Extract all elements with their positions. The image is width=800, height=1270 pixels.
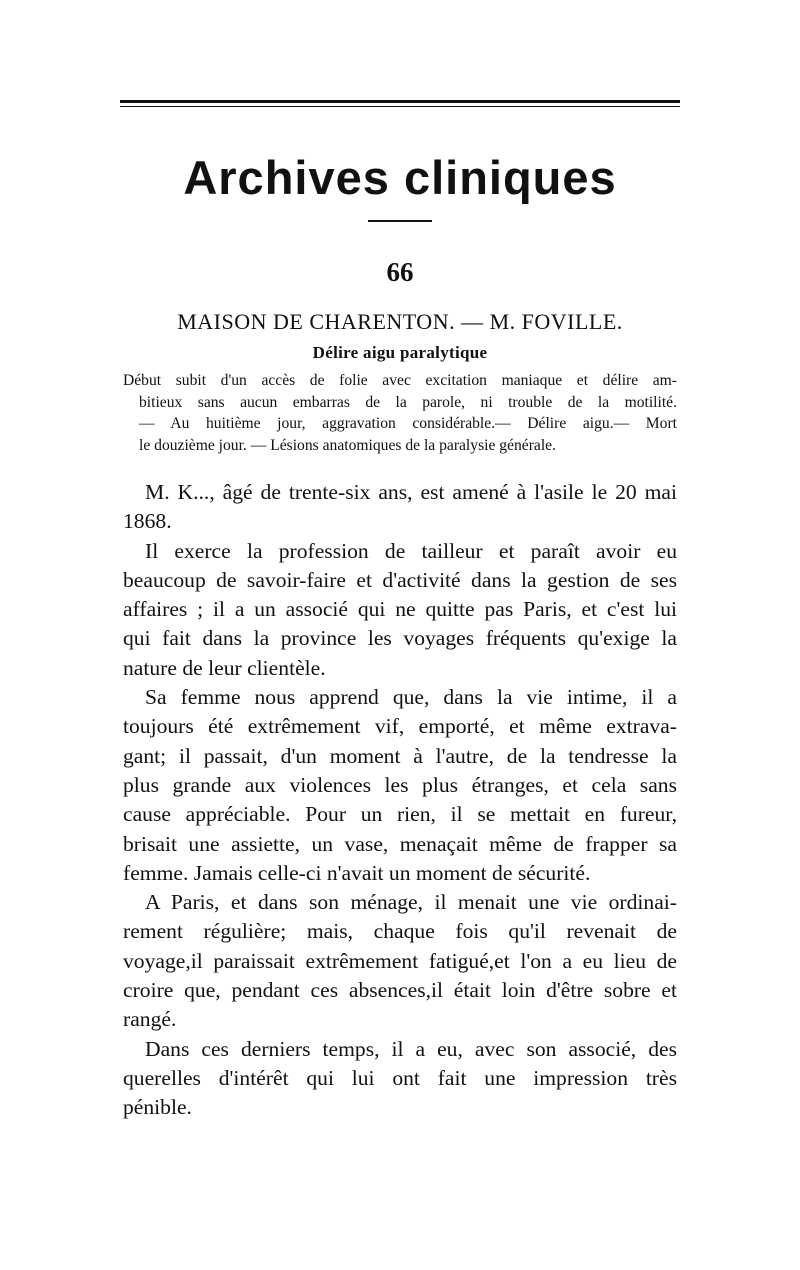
institution-heading: MAISON DE CHARENTON. — M. FOVILLE. — [177, 309, 623, 334]
summary-line: le douzième jour. — Lésions anatomiques de la paralysie générale. — [139, 436, 556, 454]
body-line: voyage,il paraissait extrêmement fatigué,et l'on a eu lieu de — [123, 948, 677, 973]
body-line: affaires ; il a un associé qui ne quitte pas Paris, et c'est lui — [123, 597, 677, 622]
body-line: plus grande aux violences les plus étranges, et cela sans — [123, 772, 677, 797]
body-line: Sa femme nous apprend que, dans la vie intime, il a — [145, 685, 677, 710]
header-rule-thin — [120, 106, 680, 107]
body-line: qui fait dans la province les voyages fréquents qu'exige la — [123, 626, 677, 651]
case-summary — [123, 370, 677, 456]
body-line: rangé. — [123, 1007, 177, 1032]
body-line: toujours été extrêmement vif, emporté, et même extrava- — [123, 714, 677, 739]
body-line: cause appréciable. Pour un rien, il se mettait en fureur, — [123, 802, 677, 827]
body-line: femme. Jamais celle-ci n'avait un moment de sécurité. — [123, 860, 591, 885]
body-line: querelles d'intérêt qui lui ont fait une impression très — [123, 1065, 677, 1090]
body-line: 1868. — [123, 509, 172, 534]
body-line: brisait une assiette, un vase, menaçait même de frapper sa — [123, 831, 677, 856]
case-body — [123, 478, 677, 1123]
body-line: croire que, pendant ces absences,il était loin d'être sobre et — [123, 978, 677, 1003]
summary-line: bitieux sans aucun embarras de la parole, ni trouble de la motilité. — [139, 393, 677, 411]
title-divider — [368, 220, 432, 222]
case-title: Délire aigu paralytique — [312, 343, 488, 362]
body-line: gant; il passait, d'un moment à l'autre, de la tendresse la — [123, 743, 677, 768]
case-number: 66 — [386, 257, 414, 287]
body-line: Il exerce la profession de tailleur et paraît avoir eu — [145, 538, 677, 563]
body-line: Dans ces derniers temps, il a eu, avec son associé, des — [145, 1036, 677, 1061]
section-title: Archives cliniques — [183, 151, 617, 204]
body-line: rement régulière; mais, chaque fois qu'il revenait de — [123, 919, 677, 944]
summary-line: Début subit d'un accès de folie avec excitation maniaque et délire am- — [123, 372, 677, 389]
body-line: A Paris, et dans son ménage, il menait une vie ordinai- — [145, 890, 677, 915]
header-rule-thick — [120, 100, 680, 103]
body-line: beaucoup de savoir-faire et d'activité dans la gestion de ses — [123, 567, 677, 592]
body-line: nature de leur clientèle. — [123, 655, 326, 680]
body-line: pénible. — [123, 1095, 192, 1120]
summary-line: — Au huitième jour, aggravation considérable.— Délire aigu.— Mort — [139, 415, 677, 432]
body-line: M. K..., âgé de trente-six ans, est amené à l'asile le 20 mai — [145, 480, 677, 504]
